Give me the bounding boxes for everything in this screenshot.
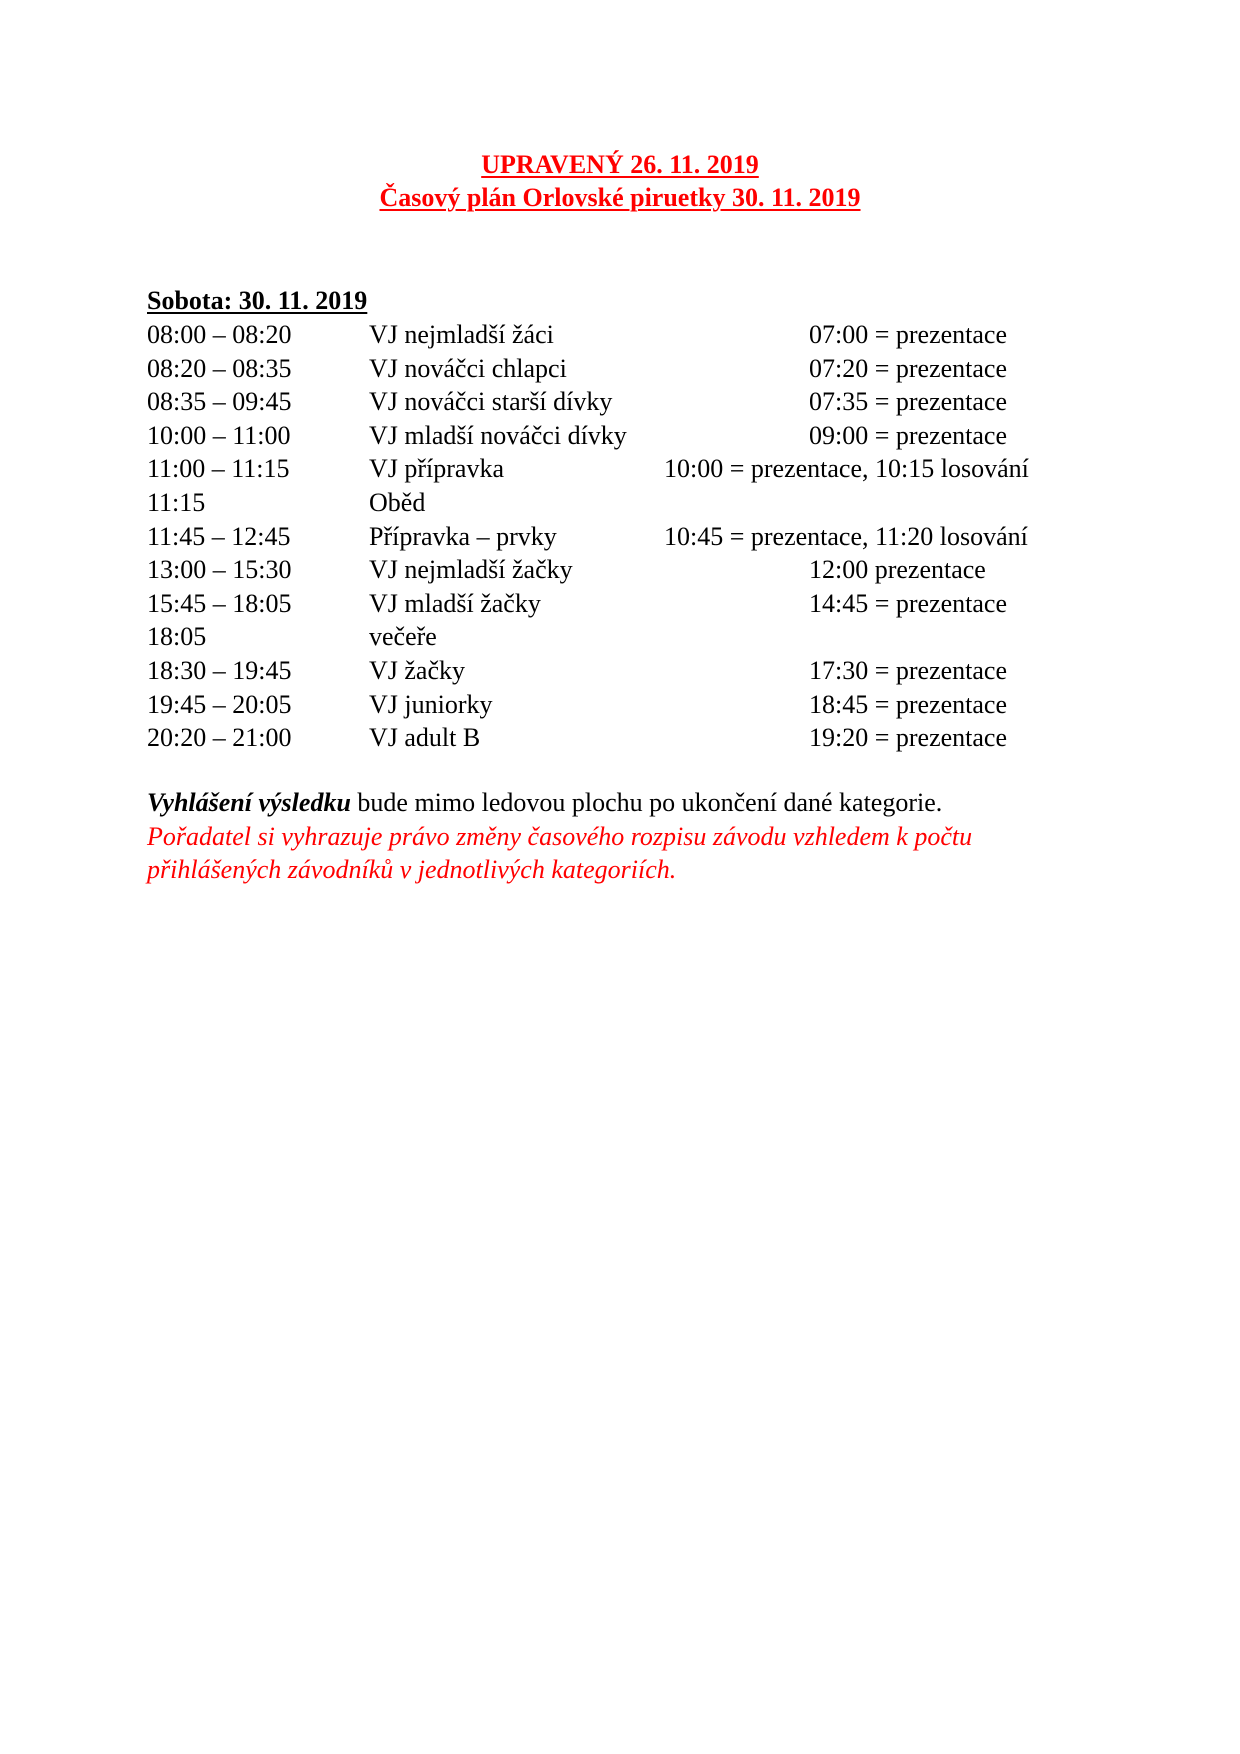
schedule-row: [147, 587, 1087, 621]
schedule-category: VJ adult B: [369, 723, 481, 753]
schedule-category: Přípravka – prvky: [369, 521, 557, 551]
schedule-category: VJ žačky: [369, 655, 466, 685]
schedule-time: 10:00 – 11:00: [147, 420, 291, 450]
schedule-row: [147, 452, 1087, 486]
announcement-bold: Vyhlášení výsledku: [147, 788, 351, 817]
announcement-text: [147, 786, 1107, 820]
header-revision-title: UPRAVENÝ 26. 11. 2019: [481, 150, 759, 179]
organizer-disclaimer: Pořadatel si vyhrazuje právo změny časového rozpisu závodu vzhledem k počtu přihlášených závodníků v jednotlivých kategoriích.: [147, 821, 973, 885]
schedule-time: 08:20 – 08:35: [147, 353, 292, 383]
schedule-registration-note: 10:45 = prezentace, 11:20 losování: [664, 521, 1028, 551]
schedule-time: 20:20 – 21:00: [147, 723, 292, 753]
footer-notes: [147, 786, 1107, 887]
schedule-registration-note: 14:45 = prezentace: [809, 588, 1008, 618]
header-plan-title: Časový plán Orlovské piruetky 30. 11. 2019: [379, 183, 861, 212]
schedule-time: 18:30 – 19:45: [147, 655, 292, 685]
schedule-time: 11:45 – 12:45: [147, 521, 291, 551]
schedule-time: 11:15: [147, 487, 206, 517]
schedule-registration-note: 17:30 = prezentace: [809, 655, 1008, 685]
announcement-rest: bude mimo ledovou plochu po ukončení dané kategorie.: [350, 788, 943, 817]
schedule-row: [147, 553, 1087, 587]
schedule-category: večeře: [369, 622, 437, 652]
schedule-row: [147, 688, 1087, 722]
schedule-row: [147, 318, 1087, 352]
schedule-row: [147, 520, 1087, 554]
schedule-registration-note: 10:00 = prezentace, 10:15 losování: [664, 454, 1029, 484]
schedule-row: [147, 620, 1087, 654]
schedule-category: VJ nováčci chlapci: [369, 353, 567, 383]
schedule-row: [147, 654, 1087, 688]
schedule-row: [147, 385, 1087, 419]
schedule-time: 11:00 – 11:15: [147, 454, 290, 484]
schedule-time: 08:35 – 09:45: [147, 387, 292, 417]
schedule-category: VJ nováčci starší dívky: [369, 387, 613, 417]
schedule-time: 08:00 – 08:20: [147, 320, 292, 349]
schedule-time: 13:00 – 15:30: [147, 555, 292, 585]
schedule-row: [147, 419, 1087, 453]
schedule-row: [147, 352, 1087, 386]
schedule-category: VJ nejmladší žáci: [369, 320, 554, 349]
schedule-registration-note: 12:00 prezentace: [809, 555, 986, 585]
schedule-row: [147, 721, 1087, 755]
schedule-table: [147, 318, 1087, 755]
schedule-time: 18:05: [147, 622, 207, 652]
schedule-category: VJ nejmladší žačky: [369, 555, 573, 585]
schedule-time: 15:45 – 18:05: [147, 588, 292, 618]
schedule-registration-note: 07:20 = prezentace: [809, 353, 1008, 383]
schedule-category: Oběd: [369, 487, 426, 517]
schedule-registration-note: 07:35 = prezentace: [809, 387, 1008, 417]
day-heading: Sobota: 30. 11. 2019: [147, 286, 368, 315]
schedule-category: VJ přípravka: [369, 454, 505, 484]
schedule-registration-note: 19:20 = prezentace: [809, 723, 1008, 753]
schedule-registration-note: 07:00 = prezentace: [809, 320, 1008, 349]
schedule-row: [147, 486, 1087, 520]
schedule-registration-note: 18:45 = prezentace: [809, 689, 1008, 719]
schedule-category: VJ juniorky: [369, 689, 493, 719]
schedule-category: VJ mladší nováčci dívky: [369, 420, 627, 450]
schedule-category: VJ mladší žačky: [369, 588, 541, 618]
schedule-registration-note: 09:00 = prezentace: [809, 420, 1008, 450]
schedule-time: 19:45 – 20:05: [147, 689, 292, 719]
